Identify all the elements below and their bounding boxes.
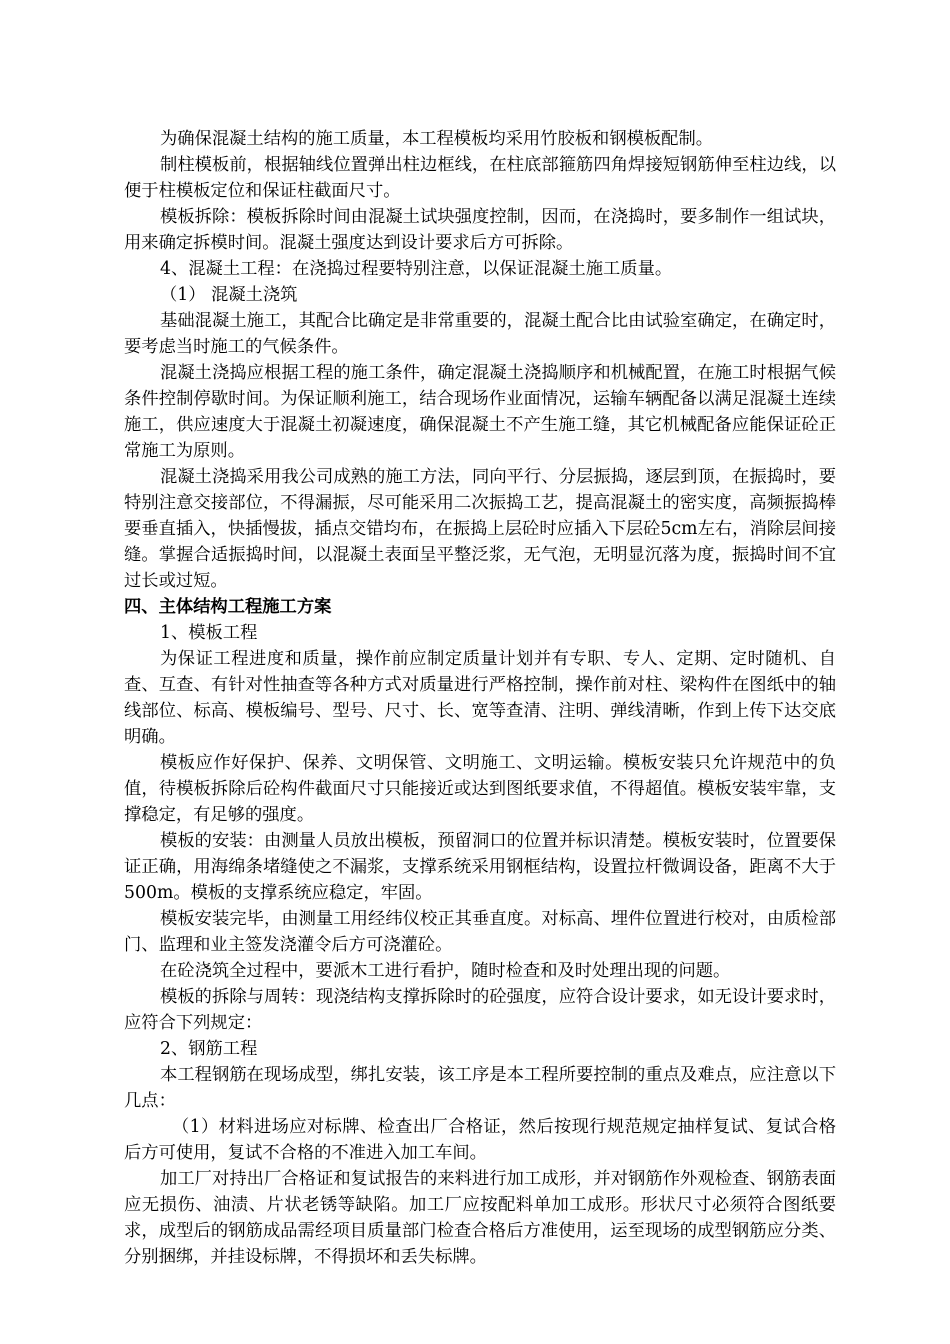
paragraph: 4、混凝土工程：在浇捣过程要特别注意，以保证混凝土施工质量。 <box>160 259 673 279</box>
paragraph: 加工厂对持出厂合格证和复试报告的来料进行加工成形，并对钢筋作外观检查、钢筋表面应无损伤、油渍、片状老锈等缺陷。加工厂应按配料单加工成形。形状尺寸必须符合图纸要求，成型后的钢筋成品需经项目质量部门检查合格后方准使用，运至现场的成型钢筋应分类、分别捆绑，并挂设标牌，不得损坏和丢失标牌。 <box>124 1169 836 1267</box>
paragraph: 基础混凝土施工，其配合比确定是非常重要的，混凝土配合比由试验室确定，在确定时，要考虑当时施工的气候条件。 <box>124 311 836 357</box>
paragraph: 1、模板工程 <box>160 623 258 643</box>
paragraph: 在砼浇筑全过程中，要派木工进行看护，随时检查和及时处理出现的问题。 <box>160 961 731 981</box>
paragraph: 混凝土浇捣应根据工程的施工条件，确定混凝土浇捣顺序和机械配置，在施工时根据气候条件控制停歇时间。为保证顺利施工，结合现场作业面情况，运输车辆配备以满足混凝土连续施工，供应速度大于混凝土初凝速度，确保混凝土不产生施工缝，其它机械配备应能保证砼正常施工为原则。 <box>124 363 836 461</box>
paragraph: 为保证工程进度和质量，操作前应制定质量计划并有专职、专人、定期、定时随机、自查、互查、有针对性抽查等各种方式对质量进行严格控制，操作前对柱、梁构件在图纸中的轴线部位、标高、模板编号、型号、尺寸、长、宽等查清、注明、弹线清晰，作到上传下达交底明确。 <box>124 649 836 747</box>
paragraph: 模板安装完毕，由测量工用经纬仪校正其垂直度。对标高、埋件位置进行校对，由质检部门、监理和业主签发浇灌令后方可浇灌砼。 <box>124 909 836 955</box>
paragraph: 模板的拆除与周转：现浇结构支撑拆除时的砼强度，应符合设计要求，如无设计要求时，应符合下列规定： <box>124 987 836 1033</box>
paragraph: 制柱模板前，根据轴线位置弹出柱边框线，在柱底部箍筋四角焊接短钢筋伸至柱边线，以便于柱模板定位和保证柱截面尺寸。 <box>124 155 836 201</box>
paragraph: （1）材料进场应对标牌、检查出厂合格证，然后按现行规范规定抽样复试、复试合格后方可使用，复试不合格的不准进入加工车间。 <box>124 1117 836 1163</box>
paragraph: 2、钢筋工程 <box>160 1039 258 1059</box>
paragraph: 模板的安装：由测量人员放出模板，预留洞口的位置并标识清楚。模板安装时，位置要保证正确，用海绵条堵缝使之不漏浆，支撑系统采用钢框结构，设置拉杆微调设备，距离不大于500m。模板的支撑系统应稳定，牢固。 <box>124 831 836 903</box>
paragraph: 混凝土浇捣采用我公司成熟的施工方法，同向平行、分层振捣，逐层到顶，在振捣时，要特别注意交接部位，不得漏振，尽可能采用二次振捣工艺，提高混凝土的密实度，高频振捣棒要垂直插入，快插慢拔，插点交错均布，在振捣上层砼时应插入下层砼5cm左右，消除层间接缝。掌握合适振捣时间，以混凝土表面呈平整泛浆，无气泡，无明显沉落为度，振捣时间不宜过长或过短。 <box>124 467 836 591</box>
paragraph: （1） 混凝土浇筑 <box>160 285 298 305</box>
paragraph: 本工程钢筋在现场成型，绑扎安装，该工序是本工程所要控制的重点及难点，应注意以下几点： <box>124 1065 836 1111</box>
paragraph: 为确保混凝土结构的施工质量，本工程模板均采用竹胶板和钢模板配制。 <box>160 129 714 149</box>
paragraph: 模板拆除：模板拆除时间由混凝土试块强度控制，因而，在浇捣时，要多制作一组试块，用来确定拆模时间。混凝土强度达到设计要求后方可拆除。 <box>124 207 836 253</box>
paragraph: 模板应作好保护、保养、文明保管、文明施工、文明运输。模板安装只允许规范中的负值，待模板拆除后砼构件截面尺寸只能接近或达到图纸要求值，不得超值。模板安装牢靠，支撑稳定，有足够的强度。 <box>124 753 836 825</box>
document-page <box>124 126 836 1270</box>
section-heading: 四、主体结构工程施工方案 <box>124 597 332 617</box>
